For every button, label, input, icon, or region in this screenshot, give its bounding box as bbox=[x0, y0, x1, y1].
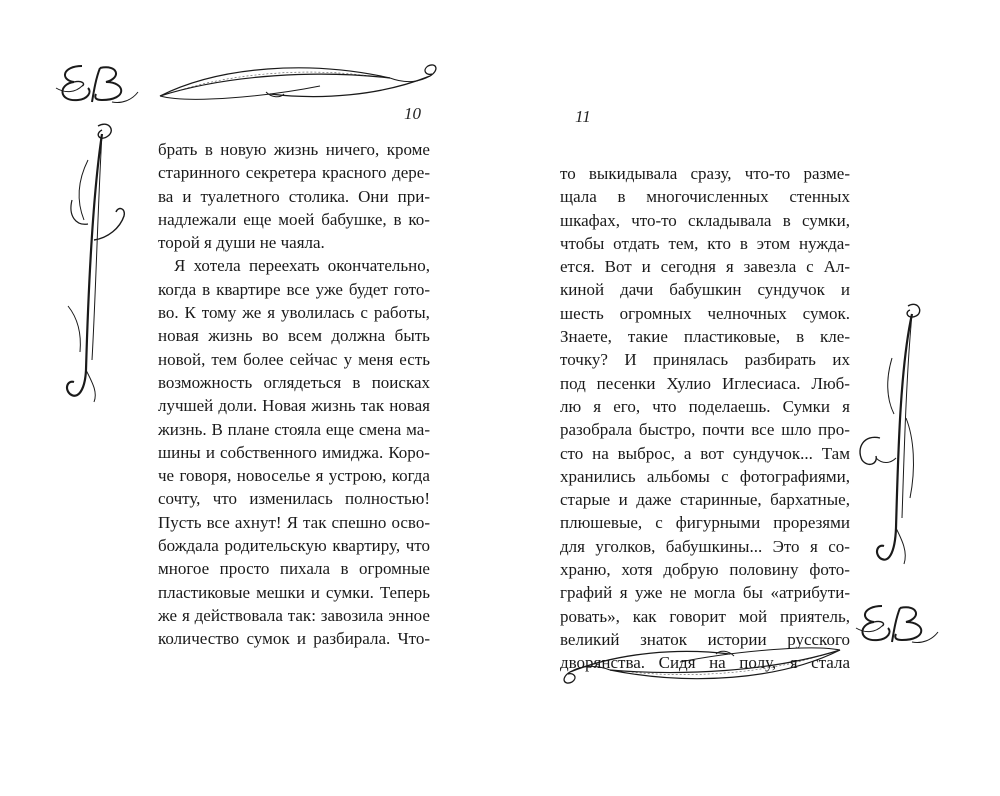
monogram-ornament-right bbox=[852, 598, 942, 648]
text-line: сто на выброс, а вот сундучок... Там bbox=[560, 443, 850, 463]
text-line: шины и собственного имиджа. Коро- bbox=[158, 442, 430, 462]
text-line: щала в многочисленных стенных bbox=[560, 187, 850, 207]
text-line: храню, хотя добрую половину фото- bbox=[560, 560, 850, 580]
text-line: для уголков, бабушкины... Это я со- bbox=[560, 536, 850, 556]
text-line: новая жизнь во всем должна быть bbox=[158, 326, 430, 346]
text-line: киной дачи бабушкин сундучок и bbox=[560, 280, 850, 300]
text-line: лю я его, что поделаешь. Сумки я bbox=[560, 396, 850, 416]
left-page-text bbox=[158, 138, 430, 651]
text-line: лучшей доли. Новая жизнь так новая bbox=[158, 396, 430, 416]
text-line: брать в новую жизнь ничего, кроме bbox=[158, 140, 430, 159]
text-line: же я действовала так: завозила энное bbox=[158, 605, 430, 625]
text-line: жизнь. В плане стояла еще смена ма- bbox=[158, 419, 430, 439]
vertical-flourish-left bbox=[58, 120, 138, 410]
text-line: великий знаток истории русского bbox=[560, 629, 850, 649]
text-line: ется. Вот и сегодня я завезла с Ал- bbox=[560, 257, 850, 277]
text-line: шесть огромных челночных сумок. bbox=[560, 303, 850, 323]
text-line: че говоря, новоселье я устрою, когда bbox=[158, 466, 430, 486]
text-line: во. К тому же я уволилась с работы, bbox=[158, 303, 430, 323]
text-line: новой, тем более сейчас у меня есть bbox=[158, 349, 430, 369]
text-line: Знаете, такие пластиковые, в кле- bbox=[560, 327, 850, 347]
text-line: точку? И принялась разбирать их bbox=[560, 350, 850, 370]
text-line: разобрала быстро, почти все шло про- bbox=[560, 420, 850, 440]
right-page-text bbox=[560, 162, 850, 675]
text-line: торой я души не чаяла. bbox=[158, 233, 325, 253]
text-line: старинного секретера красного дере- bbox=[158, 163, 430, 183]
text-line: ва и туалетного столика. Они при- bbox=[158, 186, 430, 206]
text-line: чтобы отдать тем, кто в этом нужда- bbox=[560, 233, 850, 253]
text-line: Пусть все ахнут! Я так спешно осво- bbox=[158, 512, 430, 532]
vertical-flourish-right bbox=[850, 298, 930, 578]
text-line: дворянства. Сидя на полу, я стала bbox=[560, 653, 850, 673]
text-line: многое просто пихала в огромные bbox=[158, 559, 430, 579]
text-line: пластиковые мешки и сумки. Теперь bbox=[158, 582, 430, 602]
text-line: хранились альбомы с фотографиями, bbox=[560, 466, 850, 486]
text-line: то выкидывала сразу, что-то разме- bbox=[560, 164, 850, 183]
text-line: количество сумок и разбирала. Что- bbox=[158, 629, 430, 649]
flourish-top-left bbox=[150, 56, 450, 108]
text-line: ровать», как говорит мой приятель, bbox=[560, 606, 850, 626]
text-line: шкафах, что-то складывала в сумки, bbox=[560, 210, 850, 230]
monogram-ornament-left bbox=[52, 58, 142, 108]
page-number: 11 bbox=[575, 107, 591, 126]
right-page bbox=[500, 0, 1000, 796]
text-line: Я хотела переехать окончательно, bbox=[174, 256, 430, 276]
text-line: бождала родительскую квартиру, что bbox=[158, 536, 430, 556]
text-line: возможность оглядеться в поисках bbox=[158, 372, 430, 392]
text-line: когда в квартире все уже будет гото- bbox=[158, 279, 430, 299]
text-line: сочту, что изменилась полностью! bbox=[158, 489, 430, 509]
text-line: надлежали еще моей бабушке, в ко- bbox=[158, 209, 430, 229]
text-line: плюшевые, с фигурными прорезями bbox=[560, 513, 850, 533]
page-number: 10 bbox=[404, 104, 421, 123]
text-line: графий я уже не могла бы «атрибути- bbox=[560, 583, 850, 603]
text-line: старые и даже старинные, бархатные, bbox=[560, 490, 850, 510]
flourish-bottom-right bbox=[550, 640, 850, 700]
text-line: под песенки Хулио Иглесиаса. Люб- bbox=[560, 373, 850, 393]
